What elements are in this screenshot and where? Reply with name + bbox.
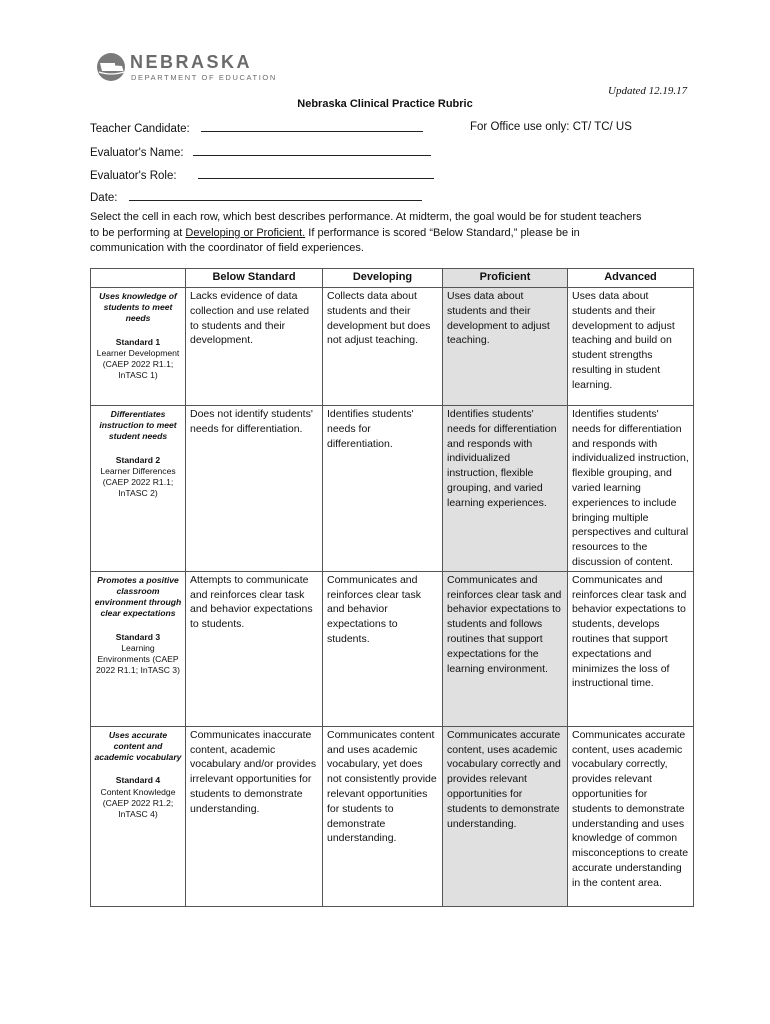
- table-row: [91, 571, 694, 726]
- header-proficient: Proficient: [443, 269, 568, 288]
- header-developing: Developing: [323, 269, 443, 288]
- cell-below-standard[interactable]: Attempts to communicate and reinforces clear task and behavior expectations to students.: [186, 571, 323, 726]
- standard-cell: [91, 726, 186, 906]
- date-label: Date:: [90, 192, 118, 204]
- standard-detail: Learning Environments (CAEP 2022 R1.1; InTASC 3): [96, 642, 180, 676]
- evaluator-name-line[interactable]: [193, 145, 431, 156]
- cell-advanced[interactable]: Uses data about students and their development to adjust teaching and build on student strengths resulting in student learning.: [568, 288, 694, 406]
- table-row: [91, 288, 694, 406]
- standard-cell: [91, 288, 186, 406]
- header-advanced: Advanced: [568, 269, 694, 288]
- cell-developing[interactable]: Identifies students' needs for differentiation.: [323, 406, 443, 572]
- cell-proficient[interactable]: Identifies students' needs for differentiation and responds with individualized instruction, flexible grouping, and varied learning experiences.: [443, 406, 568, 572]
- evaluator-role-label: Evaluator's Role:: [90, 170, 177, 182]
- cell-advanced[interactable]: Identifies students' needs for differentiation and responds with individualized instruction, flexible grouping, and varied learning experiences to include bringing multiple perspectives and cultural resources to the discussion of content.: [568, 406, 694, 572]
- evaluator-role-line[interactable]: [198, 168, 434, 179]
- instructions-text-1: Select the cell in each row, which best describes performance. At midterm, the goal would be for student teachers to be performing at: [90, 211, 642, 239]
- standard-label: Standard 2: [115, 454, 161, 465]
- rubric-table: [90, 268, 694, 907]
- standard-description: Differentiates instruction to meet student needs: [99, 409, 177, 442]
- standard-label: Standard 4: [115, 775, 161, 786]
- standard-cell: [91, 571, 186, 726]
- logo-name: NEBRASKA: [130, 52, 253, 72]
- date-field: [90, 190, 422, 204]
- teacher-candidate-label: Teacher Candidate:: [90, 123, 190, 135]
- instructions-underlined: Developing or Proficient.: [185, 226, 306, 239]
- header-standard: [91, 269, 186, 288]
- teacher-candidate-line[interactable]: [201, 121, 423, 132]
- standard-cell: [91, 406, 186, 572]
- cell-proficient[interactable]: Communicates and reinforces clear task and behavior expectations to students and follows routines that support expectations for the learning environment.: [443, 571, 568, 726]
- cell-proficient[interactable]: Uses data about students and their development to adjust teaching.: [443, 288, 568, 406]
- cell-advanced[interactable]: Communicates accurate content, uses academic vocabulary correctly, provides relevant opportunities for students to demonstrate understanding and uses knowledge of common misconceptions to create accurate understanding in the content area.: [568, 726, 694, 906]
- cell-proficient[interactable]: Communicates accurate content, uses academic vocabulary correctly and provides relevant opportunities for students to demonstrate understanding.: [443, 726, 568, 906]
- instructions-text-2: If performance is scored “Below Standard,” please be in communication with the coordinator of field experiences.: [90, 226, 580, 254]
- cell-developing[interactable]: Collects data about students and their development but does not adjust teaching.: [323, 288, 443, 406]
- instructions: [90, 210, 650, 257]
- updated-date: Updated 12.19.17: [608, 85, 688, 97]
- nebraska-state-outline-icon: [96, 52, 128, 82]
- standard-detail: Content Knowledge (CAEP 2022 R1.2; InTASC 4): [100, 786, 176, 819]
- date-line[interactable]: [129, 190, 422, 201]
- standard-description: Promotes a positive classroom environment through clear expectations: [94, 574, 182, 619]
- office-use-label: For Office use only: CT/ TC/ US: [470, 121, 632, 133]
- standard-label: Standard 1: [115, 336, 161, 347]
- standard-detail: Learner Differences (CAEP 2022 R1.1; InTASC 2): [100, 465, 176, 499]
- header-below-standard: Below Standard: [186, 269, 323, 288]
- cell-developing[interactable]: Communicates content and uses academic vocabulary, yet does not consistently provide relevant opportunities for students to demonstrate understanding.: [323, 726, 443, 906]
- cell-below-standard[interactable]: Communicates inaccurate content, academic vocabulary and/or provides irrelevant opportunities for students to demonstrate understanding.: [186, 726, 323, 906]
- logo-subtitle: DEPARTMENT OF EDUCATION: [131, 73, 277, 82]
- standard-description: Uses accurate content and academic vocabulary: [94, 729, 182, 763]
- evaluator-name-field: [90, 145, 431, 159]
- evaluator-name-label: Evaluator's Name:: [90, 147, 184, 159]
- teacher-candidate-field: [90, 121, 423, 135]
- evaluator-role-field: [90, 168, 434, 182]
- table-row: [91, 726, 694, 906]
- cell-advanced[interactable]: Communicates and reinforces clear task and behavior expectations to students, develops routines that support expectations and minimizes the loss of instructional time.: [568, 571, 694, 726]
- table-row: [91, 406, 694, 572]
- standard-detail: Learner Development (CAEP 2022 R1.1; InTASC 1): [96, 347, 180, 381]
- cell-developing[interactable]: Communicates and reinforces clear task and behavior expectations to students.: [323, 571, 443, 726]
- nebraska-logo: [96, 52, 277, 86]
- page-title: Nebraska Clinical Practice Rubric: [297, 98, 473, 110]
- cell-below-standard[interactable]: Does not identify students' needs for differentiation.: [186, 406, 323, 572]
- header-row: [91, 269, 694, 288]
- cell-below-standard[interactable]: Lacks evidence of data collection and use related to students and their development.: [186, 288, 323, 406]
- standard-description: Uses knowledge of students to meet needs: [99, 291, 177, 324]
- standard-label: Standard 3: [115, 631, 161, 642]
